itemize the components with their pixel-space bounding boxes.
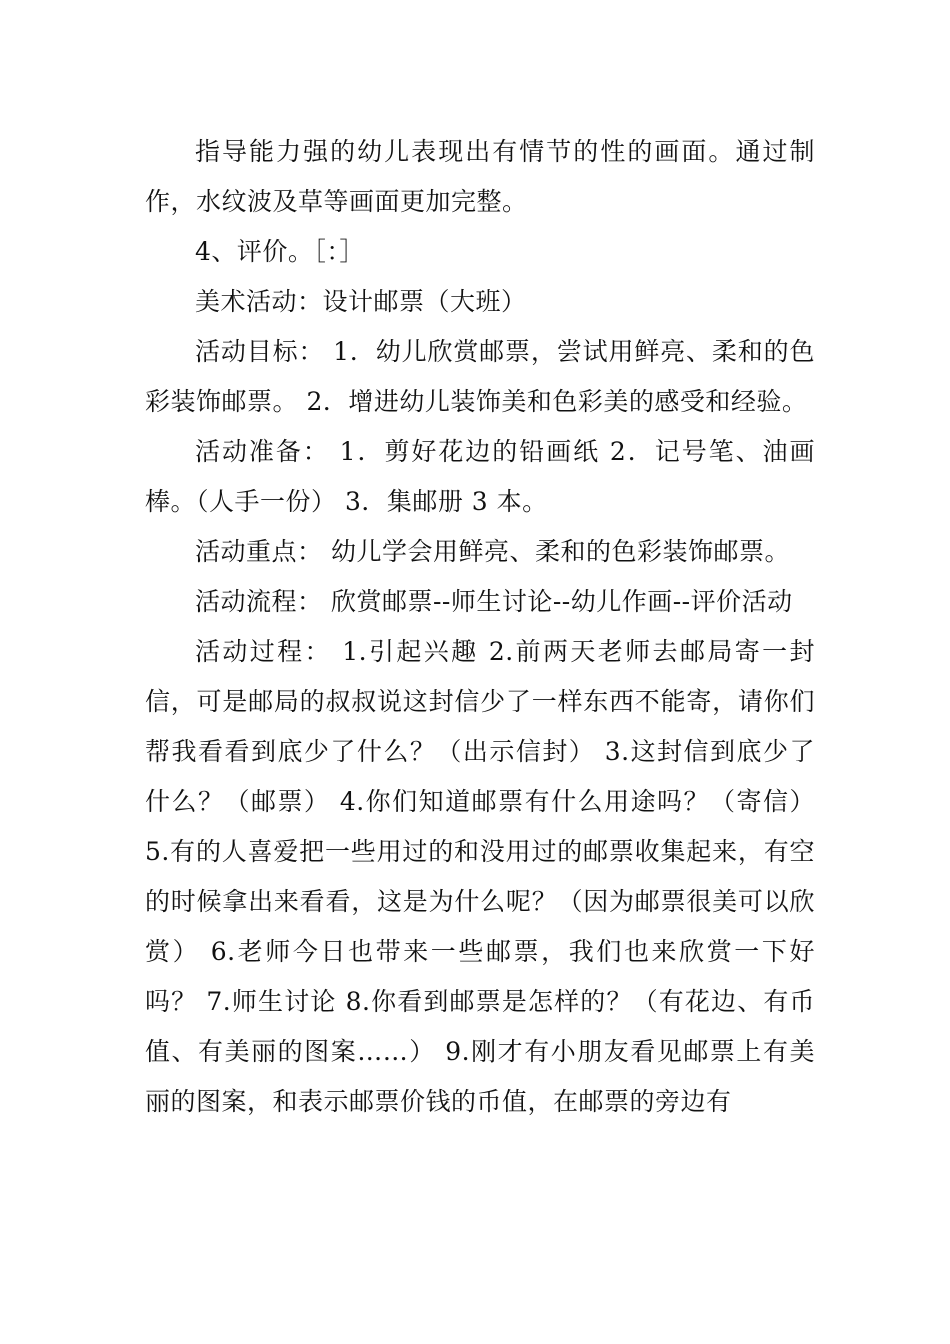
paragraph-activity-goals: 活动目标： 1．幼儿欣赏邮票，尝试用鲜亮、柔和的色彩装饰邮票。 2．增进幼儿装饰美和色彩美的感受和经验。 (145, 337, 815, 416)
paragraph-activity-process: 活动过程： 1.引起兴趣 2.前两天老师去邮局寄一封信，可是邮局的叔叔说这封信少了一样东西不能寄，请你们帮我看看到底少了什么？（出示信封） 3.这封信到底少了什么？（邮票） 4.你们知道邮票有什么用途吗？（寄信） 5.有的人喜爱把一些用过的和没用过的邮票收集起来，有空的时候拿出来看看，这是为什么呢？（因为邮票很美可以欣赏） 6.老师今日也带来一些邮票，我们也来欣赏一下好吗？ 7.师生讨论 8.你看到邮票是怎样的？（有花边、有币值、有美丽的图案……） 9.刚才有小朋友看见邮票上有美丽的图案，和表示邮票价钱的币值，在邮票的旁边有 (145, 637, 815, 1116)
paragraph-activity-preparation: 活动准备： 1．剪好花边的铅画纸 2．记号笔、油画棒。（人手一份） 3．集邮册 3 本。 (145, 437, 815, 516)
paragraph-drawing-guidance: 指导能力强的幼儿表现出有情节的性的画面。通过制作，水纹波及草等画面更加完整。 (145, 137, 815, 216)
paragraph-activity-flow: 活动流程： 欣赏邮票--师生讨论--幼儿作画--评价活动 (195, 587, 793, 616)
paragraph-activity-focus: 活动重点： 幼儿学会用鲜亮、柔和的色彩装饰邮票。 (195, 537, 790, 566)
paragraph-activity-title: 美术活动：设计邮票（大班） (195, 287, 527, 316)
document-body (145, 127, 815, 1127)
paragraph-evaluation: 4、评价。［：］ (195, 237, 365, 266)
